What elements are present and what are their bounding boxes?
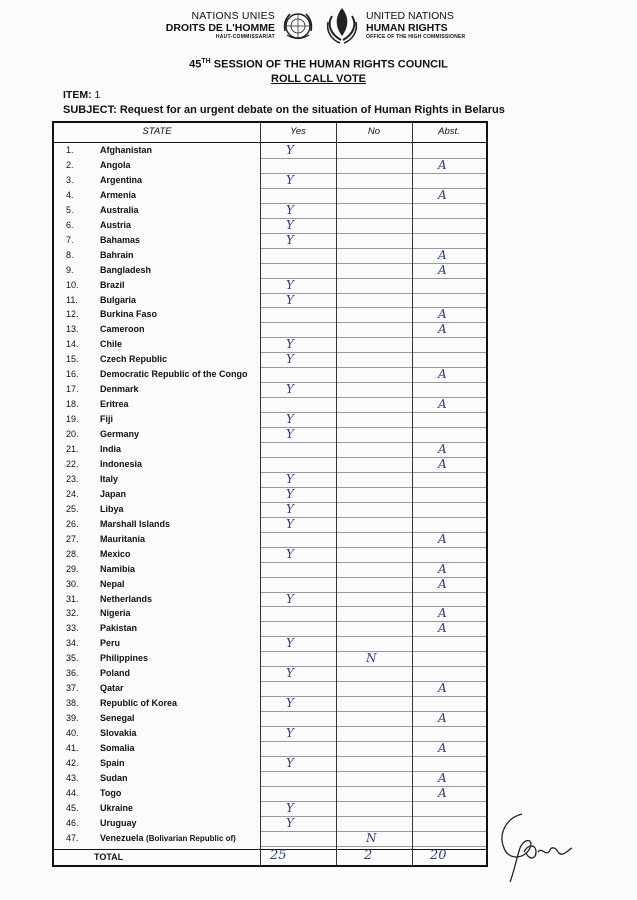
- vote-mark: A: [438, 606, 447, 621]
- row-number: 34.: [66, 638, 79, 649]
- item-label: ITEM:: [63, 89, 92, 101]
- state-name-text: Angola: [100, 159, 131, 170]
- table-row: [54, 488, 486, 503]
- header-left-line1: NATIONS UNIES: [191, 10, 275, 22]
- state-name-text: Somalia: [100, 743, 135, 753]
- row-number: 19.: [66, 414, 79, 425]
- col-header-yes: Yes: [290, 126, 306, 137]
- vote-mark: Y: [286, 232, 294, 247]
- vote-mark: Y: [286, 501, 294, 516]
- header-left-line3: HAUT-COMMISSARIAT: [215, 34, 275, 40]
- vote-mark: A: [438, 770, 447, 785]
- row-number: 7.: [66, 234, 74, 245]
- state-name-text: Eritrea: [100, 399, 129, 410]
- vote-mark: Y: [286, 815, 294, 830]
- state-name-text: Burkina Faso: [100, 309, 158, 320]
- row-number: 45.: [66, 802, 79, 813]
- state-name-text: Pakistan: [100, 623, 138, 634]
- state-name-text: Uruguay: [100, 817, 137, 828]
- table-row: [54, 637, 486, 652]
- state-name-text: Namibia: [100, 563, 136, 574]
- row-number: 20.: [66, 429, 79, 440]
- item-line: [63, 89, 100, 101]
- state-name: [100, 698, 177, 708]
- vote-mark: Y: [286, 292, 294, 307]
- state-name-text: Mexico: [100, 548, 131, 559]
- vote-mark: A: [438, 442, 447, 456]
- vote-mark: A: [438, 531, 447, 546]
- state-name: [100, 250, 134, 260]
- session-number: 45: [189, 58, 202, 71]
- session-rest: SESSION OF THE HUMAN RIGHTS COUNCIL: [210, 58, 448, 71]
- table-row: [54, 757, 486, 772]
- vote-mark: Y: [286, 546, 294, 561]
- state-name: [100, 653, 148, 663]
- vote-mark: Y: [286, 755, 294, 770]
- vote-mark: A: [438, 741, 447, 755]
- state-name: [100, 324, 145, 334]
- vote-mark: A: [438, 681, 447, 696]
- table-row: [54, 249, 486, 264]
- state-name: [100, 773, 128, 783]
- state-name: [100, 354, 167, 364]
- state-name: [100, 743, 135, 753]
- row-number: 46.: [66, 817, 79, 828]
- vote-mark: Y: [286, 427, 294, 442]
- row-number: 27.: [66, 533, 79, 544]
- subject-value: Request for an urgent debate on the situation of Human Rights in Belarus: [119, 104, 505, 116]
- state-name: [100, 339, 122, 349]
- vote-mark: Y: [286, 337, 294, 352]
- table-row: [54, 817, 486, 832]
- state-name-text: Germany: [100, 429, 140, 440]
- table-row: [54, 727, 486, 742]
- row-number: 29.: [66, 563, 79, 574]
- total-yes: 25: [270, 848, 287, 863]
- table-row: [54, 443, 486, 458]
- state-name-text: Brazil: [100, 279, 125, 290]
- state-name-text: Nepal: [100, 578, 125, 589]
- table-row: [54, 428, 486, 443]
- table-row: [54, 578, 486, 593]
- header-left-line2: DROITS DE L'HOMME: [165, 22, 275, 34]
- vote-mark: A: [438, 785, 447, 800]
- row-number: 28.: [66, 548, 79, 559]
- state-name: [100, 309, 157, 319]
- table-row: [54, 323, 486, 338]
- table-row: [54, 383, 486, 398]
- state-name-text: Czech Republic: [100, 354, 168, 365]
- row-number: 16.: [66, 369, 79, 380]
- vote-mark: Y: [286, 277, 294, 292]
- ohchr-flame-icon: [324, 6, 360, 46]
- row-number: 9.: [66, 264, 74, 275]
- column-divider: [336, 123, 337, 865]
- state-name: [100, 489, 126, 499]
- table-row: [54, 189, 486, 204]
- state-name: [100, 549, 131, 559]
- row-number: 44.: [66, 787, 79, 798]
- row-number: 43.: [66, 772, 79, 783]
- vote-mark: N: [366, 651, 377, 666]
- item-value: 1: [94, 89, 101, 101]
- state-name-text: Marshall Islands: [100, 518, 171, 529]
- state-name: [100, 280, 125, 290]
- state-name-text: Nigeria: [100, 608, 131, 619]
- vote-mark: Y: [286, 666, 294, 681]
- state-name: [100, 145, 152, 155]
- row-number: 41.: [66, 743, 79, 753]
- state-name-text: Chile: [100, 339, 123, 350]
- state-name: [100, 668, 130, 678]
- state-name-text: Armenia: [100, 189, 137, 200]
- state-name: [100, 175, 142, 185]
- vote-mark: Y: [286, 217, 294, 232]
- state-name-text: Senegal: [100, 713, 135, 724]
- row-number: 47.: [66, 832, 79, 843]
- row-number: 26.: [66, 518, 79, 529]
- header-french: [150, 10, 275, 41]
- session-suffix: TH: [201, 58, 211, 65]
- state-name: [100, 638, 120, 648]
- state-name: [100, 160, 131, 170]
- vote-mark: A: [438, 307, 447, 322]
- vote-mark: Y: [286, 412, 294, 427]
- row-number: 2.: [66, 159, 74, 170]
- table-row: [54, 563, 486, 578]
- col-header-state: STATE: [142, 126, 172, 137]
- table-row: [54, 144, 486, 159]
- vote-mark: Y: [286, 143, 294, 157]
- vote-mark: A: [438, 247, 447, 262]
- row-number: 35.: [66, 653, 79, 664]
- row-number: 8.: [66, 249, 74, 260]
- un-emblem-icon: [281, 9, 315, 43]
- state-name-text: Spain: [100, 757, 125, 768]
- vote-mark: A: [438, 621, 447, 636]
- state-name: [100, 414, 113, 424]
- state-name-text: Australia: [100, 204, 139, 215]
- header-right-line1: UNITED NATIONS: [366, 10, 454, 22]
- table-row: [54, 622, 486, 637]
- state-name-text: Libya: [100, 503, 124, 514]
- table-row: [54, 772, 486, 787]
- state-name: [100, 519, 170, 529]
- state-name: [100, 504, 124, 514]
- table-row: [54, 413, 486, 428]
- table-row: [54, 518, 486, 533]
- table-row: [54, 802, 486, 817]
- row-number: 31.: [66, 593, 79, 604]
- state-name: [100, 190, 136, 200]
- row-number: 4.: [66, 189, 74, 200]
- state-name: [100, 728, 137, 738]
- row-number: 6.: [66, 219, 74, 230]
- table-row: [54, 338, 486, 353]
- table-row: [54, 219, 486, 234]
- row-number: 21.: [66, 444, 79, 454]
- table-row: [54, 712, 486, 727]
- vote-mark: A: [438, 367, 447, 382]
- state-name-text: Bulgaria: [100, 294, 137, 305]
- state-name-text: Denmark: [100, 384, 139, 395]
- row-number: 5.: [66, 204, 74, 215]
- state-name-text: Argentina: [100, 174, 143, 185]
- row-number: 42.: [66, 757, 79, 768]
- state-name-text: Italy: [100, 473, 119, 484]
- state-name: [100, 444, 121, 454]
- state-name: [100, 803, 133, 813]
- col-header-abst: Abst.: [438, 126, 460, 137]
- table-row: [54, 159, 486, 174]
- row-number: 37.: [66, 683, 79, 694]
- total-label: TOTAL: [94, 852, 124, 862]
- row-number: 22.: [66, 458, 79, 469]
- state-name-text: Bangladesh: [100, 264, 152, 275]
- table-row: [54, 832, 486, 847]
- vote-mark: A: [438, 711, 447, 726]
- vote-mark: Y: [286, 202, 294, 217]
- table-row: [54, 204, 486, 219]
- state-name-text: Austria: [100, 219, 132, 230]
- state-name-text: Slovakia: [100, 728, 137, 739]
- table-row: [54, 398, 486, 413]
- state-name: [100, 594, 152, 604]
- subject-line: [63, 104, 505, 116]
- state-name: [100, 220, 131, 230]
- row-number: 15.: [66, 354, 79, 365]
- row-number: 14.: [66, 339, 79, 350]
- vote-mark: A: [438, 397, 447, 412]
- row-number: 30.: [66, 578, 79, 589]
- state-name-text: Poland: [100, 668, 131, 679]
- state-name: [100, 369, 248, 379]
- vote-mark: Y: [286, 486, 294, 501]
- table-row: [54, 234, 486, 249]
- state-name: [100, 623, 137, 633]
- row-number: 39.: [66, 713, 79, 724]
- table-row: [54, 652, 486, 667]
- state-name-text: Afghanistan: [100, 145, 153, 155]
- row-number: 10.: [66, 279, 79, 290]
- vote-mark: Y: [286, 636, 294, 651]
- state-name: [100, 534, 145, 544]
- state-name-text: Ukraine: [100, 802, 134, 813]
- row-number: 12.: [66, 309, 79, 320]
- row-number: 40.: [66, 728, 79, 739]
- vote-mark: Y: [286, 726, 294, 741]
- state-name-text: Togo: [100, 787, 122, 798]
- state-name-text: Republic of Korea: [100, 698, 178, 709]
- table-row: [54, 682, 486, 697]
- row-number: 18.: [66, 399, 79, 410]
- state-name: [100, 265, 151, 275]
- row-number: 11.: [66, 294, 78, 305]
- state-name-text: Indonesia: [100, 458, 143, 469]
- vote-mark: A: [438, 576, 447, 591]
- row-number: 36.: [66, 668, 79, 679]
- row-number: 17.: [66, 384, 79, 395]
- state-name: [100, 608, 131, 618]
- col-header-no: No: [367, 126, 381, 137]
- state-name: [100, 683, 124, 693]
- table-row: [54, 473, 486, 488]
- total-abst: 20: [430, 848, 447, 863]
- vote-mark: A: [438, 157, 447, 172]
- state-name: [100, 295, 136, 305]
- row-number: 25.: [66, 503, 79, 514]
- table-row: [54, 667, 486, 682]
- state-name: [100, 205, 139, 215]
- vote-mark: Y: [286, 696, 294, 711]
- table-row: [54, 533, 486, 548]
- vote-mark: Y: [286, 516, 294, 531]
- state-name-text: Peru: [100, 638, 121, 649]
- table-row: [54, 353, 486, 368]
- vote-mark: Y: [286, 471, 294, 486]
- row-number: 38.: [66, 698, 79, 709]
- state-name: [100, 758, 125, 768]
- vote-mark: A: [438, 262, 447, 277]
- table-row: [54, 548, 486, 563]
- table-row: [54, 368, 486, 383]
- table-row: [54, 458, 486, 473]
- state-name-text: Japan: [100, 488, 127, 499]
- session-title: [0, 58, 637, 71]
- state-name: [100, 384, 139, 394]
- state-name: [100, 833, 236, 843]
- total-row: [54, 849, 486, 865]
- state-name-text: Venezuela: [100, 832, 144, 843]
- vote-mark: A: [438, 561, 447, 576]
- state-name-text: Cameroon: [100, 324, 145, 335]
- state-name-text: Mauritania: [100, 533, 146, 544]
- column-divider: [412, 123, 413, 865]
- row-number: 13.: [66, 324, 79, 335]
- table-row: [54, 174, 486, 189]
- table-row: [54, 264, 486, 279]
- total-no: 2: [364, 848, 373, 863]
- table-row: [54, 308, 486, 323]
- table-row: [54, 294, 486, 309]
- row-number: 32.: [66, 608, 79, 619]
- subject-label: SUBJECT:: [63, 104, 117, 116]
- state-name: [100, 818, 137, 828]
- state-name-qualifier: (Bolivarian Republic of): [146, 833, 236, 843]
- vote-mark: A: [438, 187, 447, 202]
- state-name-text: Sudan: [100, 772, 128, 783]
- vote-mark: A: [438, 322, 447, 337]
- header-right-line3: OFFICE OF THE HIGH COMMISSIONER: [366, 34, 466, 40]
- state-name: [100, 579, 125, 589]
- row-number: 24.: [66, 488, 79, 499]
- table-row: [54, 503, 486, 518]
- state-name-text: Qatar: [100, 683, 124, 694]
- table-row: [54, 697, 486, 712]
- vote-mark: Y: [286, 352, 294, 367]
- header-english: [366, 10, 496, 41]
- state-name: [100, 474, 118, 484]
- state-name: [100, 788, 121, 798]
- state-name-text: Bahrain: [100, 249, 134, 260]
- state-name: [100, 399, 129, 409]
- state-name-text: Netherlands: [100, 593, 153, 604]
- document-title: ROLL CALL VOTE: [271, 73, 366, 85]
- state-name-text: Bahamas: [100, 234, 141, 245]
- state-name-text: Philippines: [100, 653, 149, 664]
- vote-mark: Y: [286, 591, 294, 606]
- state-name: [100, 713, 135, 723]
- state-name-text: India: [100, 444, 122, 454]
- table-header: [54, 123, 486, 143]
- state-name: [100, 459, 142, 469]
- vote-mark: A: [438, 456, 447, 471]
- vote-mark: Y: [286, 382, 294, 397]
- table-row: [54, 607, 486, 622]
- vote-mark: N: [366, 830, 377, 845]
- table-row: [54, 279, 486, 294]
- state-name: [100, 564, 135, 574]
- state-name-text: Fiji: [100, 414, 113, 425]
- table-row: [54, 787, 486, 802]
- state-name-text: Democratic Republic of the Congo: [100, 369, 248, 380]
- row-divider: [260, 846, 486, 847]
- header-right-line2: HUMAN RIGHTS: [366, 22, 448, 34]
- row-number: 3.: [66, 174, 74, 185]
- table-row: [54, 593, 486, 608]
- state-name: [100, 235, 140, 245]
- table-row: [54, 742, 486, 757]
- row-number: 23.: [66, 473, 79, 484]
- vote-mark: Y: [286, 172, 294, 187]
- state-name: [100, 429, 139, 439]
- roll-call-table: [52, 121, 488, 867]
- vote-mark: Y: [286, 800, 294, 815]
- row-number: 1.: [66, 145, 74, 155]
- handwritten-signature: [494, 808, 584, 888]
- row-number: 33.: [66, 623, 79, 634]
- column-divider: [260, 123, 261, 865]
